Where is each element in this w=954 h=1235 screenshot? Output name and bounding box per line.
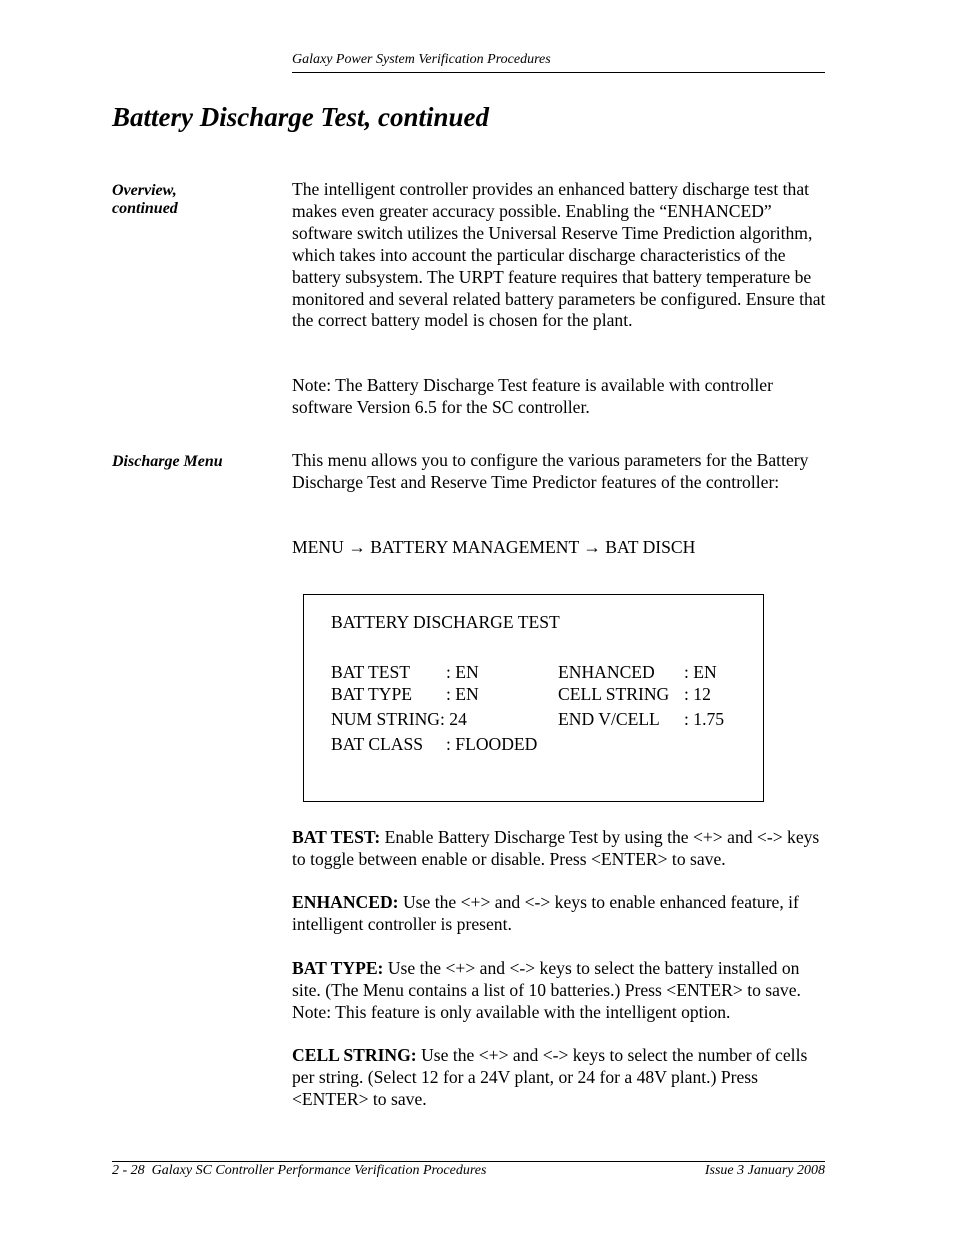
overview-label-line1: Overview, xyxy=(112,182,177,199)
overview-side-label xyxy=(112,182,282,218)
enhanced-description xyxy=(292,892,827,936)
footer-document-info: 2 - 28 Galaxy SC Controller Performance Verification Procedures xyxy=(112,1163,487,1178)
bat-test-value: : EN xyxy=(446,662,479,682)
bat-type-term: BAT TYPE: xyxy=(292,958,384,978)
overview-note-paragraph: Note: The Battery Discharge Test feature is available with controller software Version 6.5 for the SC controller. xyxy=(292,375,773,417)
overview-body xyxy=(292,179,827,332)
menu-path-text: MENU → BATTERY MANAGEMENT → BAT DISCH xyxy=(292,537,696,557)
footer-issue-date: Issue 3 January 2008 xyxy=(704,1163,825,1178)
bat-type-value: : EN xyxy=(446,684,479,704)
discharge-menu-intro xyxy=(292,450,827,494)
bat-type-label: BAT TYPE xyxy=(331,684,412,704)
cell-string-description xyxy=(292,1045,827,1111)
running-header: Galaxy Power System Verification Procedures xyxy=(292,52,551,67)
cell-string-label: CELL STRING xyxy=(558,684,670,704)
bat-type-description xyxy=(292,958,827,1024)
menu-path xyxy=(292,537,827,559)
discharge-menu-paragraph: This menu allows you to configure the various parameters for the Battery Discharge Test and Reserve Time Predictor features of the controller: xyxy=(292,450,809,492)
bat-test-description xyxy=(292,827,827,871)
page-title: Battery Discharge Test, continued xyxy=(112,102,490,132)
bat-test-text: Enable Battery Discharge Test by using the <+> and <-> keys to toggle between enable or disable. Press <ENTER> to save. xyxy=(292,827,820,869)
cell-string-text: Use the <+> and <-> keys to select the number of cells per string. (Select 12 for a 24V plant, or 24 for a 48V plant.) Press <ENTER> to save. xyxy=(292,1045,808,1109)
end-v-cell-value: : 1.75 xyxy=(684,709,725,729)
enhanced-label: ENHANCED xyxy=(558,662,655,682)
discharge-menu-side-label: Discharge Menu xyxy=(112,453,223,470)
overview-note xyxy=(292,375,827,419)
enhanced-term: ENHANCED: xyxy=(292,892,399,912)
num-string-field: NUM STRING: 24 xyxy=(331,709,467,729)
cell-string-term: CELL STRING: xyxy=(292,1045,417,1065)
menu-display-box xyxy=(303,594,764,802)
header-divider xyxy=(292,72,825,73)
overview-paragraph: The intelligent controller provides an enhanced battery discharge test that makes even greater accuracy possible. Enabling the “ENHANCED” software switch utilizes the Universal Reserve Time Prediction algorithm, which takes into account the particular discharge characteristics of the battery subsystem. The URPT feature requires that battery temperature be monitored and several related battery parameters be configured. Ensure that the correct battery model is chosen for the plant. xyxy=(292,179,826,331)
cell-string-value: : 12 xyxy=(684,684,711,704)
bat-type-text: Use the <+> and <-> keys to select the battery installed on site. (The Menu contains a list of 10 batteries.) Press <ENTER> to save. Note: This feature is only available with the intelligent option. xyxy=(292,958,801,1022)
menu-box-title: BATTERY DISCHARGE TEST xyxy=(331,612,560,632)
bat-class-value: : FLOODED xyxy=(446,734,538,754)
bat-class-label: BAT CLASS xyxy=(331,734,424,754)
overview-label-line2: continued xyxy=(112,200,178,217)
end-v-cell-label: END V/CELL xyxy=(558,709,660,729)
footer-divider xyxy=(112,1161,825,1162)
bat-test-label: BAT TEST xyxy=(331,662,411,682)
bat-test-term: BAT TEST: xyxy=(292,827,381,847)
enhanced-text: Use the <+> and <-> keys to enable enhanced feature, if intelligent controller is present. xyxy=(292,892,799,934)
enhanced-value: : EN xyxy=(684,662,717,682)
